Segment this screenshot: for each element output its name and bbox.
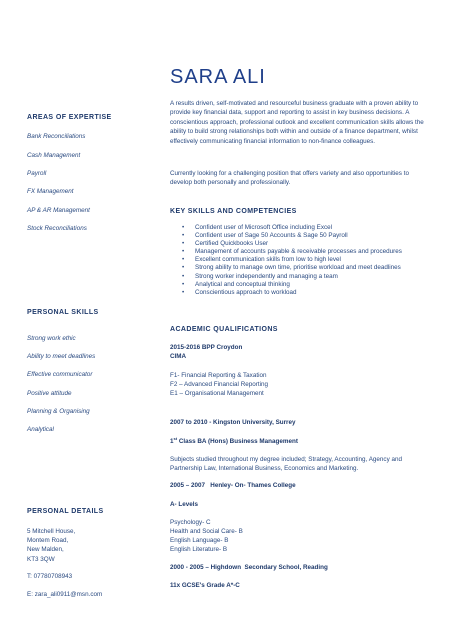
address-line: Montem Road, [27, 537, 69, 545]
personal-skill-item: Planning & Organising [27, 408, 90, 415]
address-line: 5 Mitchell House, [27, 528, 76, 535]
objective-paragraph: Currently looking for a challenging position that offers variety and also opportunities to develop both personally and professionally. [170, 170, 409, 187]
list-item: • Certified Quickbooks User [180, 240, 440, 248]
personal-skills-heading: PERSONAL SKILLS [27, 309, 99, 316]
module-item: F2 – Advanced Financial Reporting [170, 381, 269, 388]
list-item: • Confident user of Microsoft Office including Excel [180, 224, 440, 232]
school-title: 2000 - 2005 – Highdown Secondary School, Reading [170, 564, 328, 571]
henley-title: 2005 – 2007 Henley- On- Thames College [170, 482, 296, 489]
list-item: • Management of accounts payable & receivable processes and procedures [180, 248, 440, 256]
alevel-item: Health and Social Care- B [170, 528, 243, 535]
expertise-heading: AREAS OF EXPERTISE [27, 114, 112, 121]
personal-skill-item: Effective communicator [27, 371, 93, 378]
phone-number: T: 07780708943 [27, 573, 73, 580]
expertise-item: Cash Management [27, 152, 81, 159]
list-item: • Conscientious approach to workload [180, 289, 440, 297]
alevels-list [170, 518, 243, 554]
degree-name: Class BA (Hons) Business Management [177, 438, 298, 446]
expertise-item: Stock Reconciliations [27, 225, 87, 232]
gcse-line: 11x GCSE's Grade A*-C [170, 582, 240, 589]
alevel-item: English Literature- B [170, 546, 228, 553]
personal-skill-item: Positive attitude [27, 390, 72, 397]
degree-description: Subjects studied throughout my degree included; Strategy, Accounting, Agency and Partnership Law, International Business, Economics and Marketing. [170, 456, 402, 472]
degree-title [170, 436, 298, 445]
key-skills-heading: KEY SKILLS AND COMPETENCIES [170, 208, 297, 215]
alevel-item: English Language- B [170, 537, 229, 544]
personal-details-heading: PERSONAL DETAILS [27, 508, 104, 515]
expertise-item: Bank Reconciliations [27, 133, 86, 140]
bpp-modules [170, 371, 268, 398]
degree-number: 1 [170, 438, 174, 446]
personal-skill-item: Ability to meet deadlines [27, 353, 96, 360]
kingston-title: 2007 to 2010 - Kingston University, Surrey [170, 419, 296, 426]
expertise-item: FX Management [27, 188, 74, 195]
email-address: E: zara_ali0911@msn.com [27, 591, 103, 598]
module-item: F1- Financial Reporting & Taxation [170, 372, 267, 379]
list-item: • Strong ability to manage own time, prioritise workload and meet deadlines [180, 264, 440, 272]
academic-heading: ACADEMIC QUALIFICATIONS [170, 326, 278, 333]
personal-skill-item: Strong work ethic [27, 335, 76, 342]
module-item: E1 – Organisational Management [170, 390, 264, 397]
alevel-item: Psychology- C [170, 519, 211, 526]
list-item: • Strong worker independently and managing a team [180, 273, 440, 281]
address-line: KT3 3QW [27, 555, 55, 563]
key-skills-list [180, 224, 440, 297]
expertise-item: AP & AR Management [27, 207, 90, 214]
bpp-title: 2015-2016 BPP Croydon [170, 344, 243, 351]
list-item: • Confident user of Sage 50 Accounts & Sage 50 Payroll [180, 232, 440, 240]
summary-paragraph: A results driven, self-motivated and resourceful business graduate with a proven ability to provide key financial data, support and reporting to assist in key business decisions. A conscientious approach, professional outlook and excellent communication skills allows the ability to build strong relationships both within and outside of a finance department, whilst effectively communicating financial information to non-finance colleagues. [170, 100, 424, 145]
alevels-title: A- Levels [170, 501, 198, 508]
list-item: • Excellent communication skills from low to high level [180, 256, 440, 264]
address-block [27, 527, 75, 564]
list-item: • Analytical and conceptual thinking [180, 281, 440, 289]
expertise-item: Payroll [27, 170, 47, 177]
degree-ordinal: st [173, 436, 178, 441]
bpp-subtitle: CIMA [170, 353, 187, 360]
personal-skill-item: Analytical [27, 426, 54, 433]
address-line: New Malden, [27, 546, 64, 554]
candidate-name: SARA ALI [170, 66, 266, 88]
